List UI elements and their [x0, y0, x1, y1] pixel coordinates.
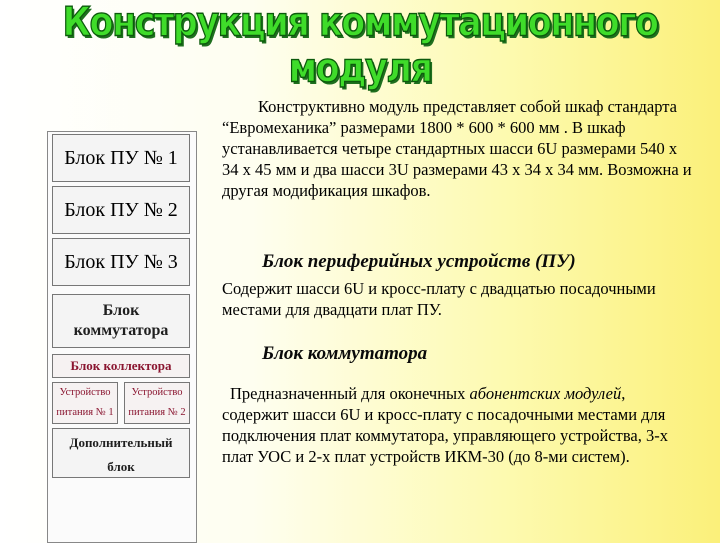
block-extra-line2: блок [107, 459, 135, 474]
power-supply-1-line2: питания № 1 [56, 407, 114, 418]
block-pu-1: Блок ПУ № 1 [52, 134, 190, 182]
block-switch-line2: коммутатора [73, 322, 169, 339]
switch-text-after: , содержит шасси 6U и кросс-плату с посадочными местами для подключения плат коммутатора, управляющего устройства, 3-х плат УОС и 2-х плат устройств ИКМ-30 (до 8-ми систем). [222, 384, 668, 466]
block-extra [52, 428, 190, 478]
power-supply-2-line2: питания № 2 [128, 407, 186, 418]
intro-paragraph [222, 96, 692, 201]
switch-text-before: Предназначенный для оконечных [230, 384, 470, 403]
power-supply-2 [124, 382, 190, 424]
heading-pu: Блок периферийных устройств (ПУ) [262, 251, 576, 272]
switch-text-italic: абонентских модулей [469, 384, 622, 403]
switch-paragraph [222, 383, 692, 467]
block-pu-2: Блок ПУ № 2 [52, 186, 190, 234]
heading-switch: Блок коммутатора [262, 343, 428, 364]
block-pu-3: Блок ПУ № 3 [52, 238, 190, 286]
power-supply-2-line1: Устройство [131, 387, 183, 398]
block-extra-line1: Дополнительный [69, 435, 173, 450]
power-supply-1-line1: Устройство [59, 387, 111, 398]
block-collector: Блок коллектора [52, 354, 190, 378]
power-supply-1 [52, 382, 118, 424]
intro-text: Конструктивно модуль представляет собой шкаф стандарта “Евромеханика” размерами 1800 * 600 * 600 мм . В шкаф устанавливается четыре стандартных шасси 6U размерами 540 х 34 х 45 мм и два шасси 3U размерами 43 х 34 х 34 мм. Возможна и другая модификация шкафов. [222, 97, 692, 200]
block-switch [52, 294, 190, 348]
block-switch-line1: Блок [102, 302, 140, 319]
pu-paragraph: Содержит шасси 6U и кросс-плату с двадцатью посадочными местами для двадцати плат ПУ. [222, 279, 656, 319]
page-title: Конструкция коммутационного модуля [62, 0, 658, 92]
